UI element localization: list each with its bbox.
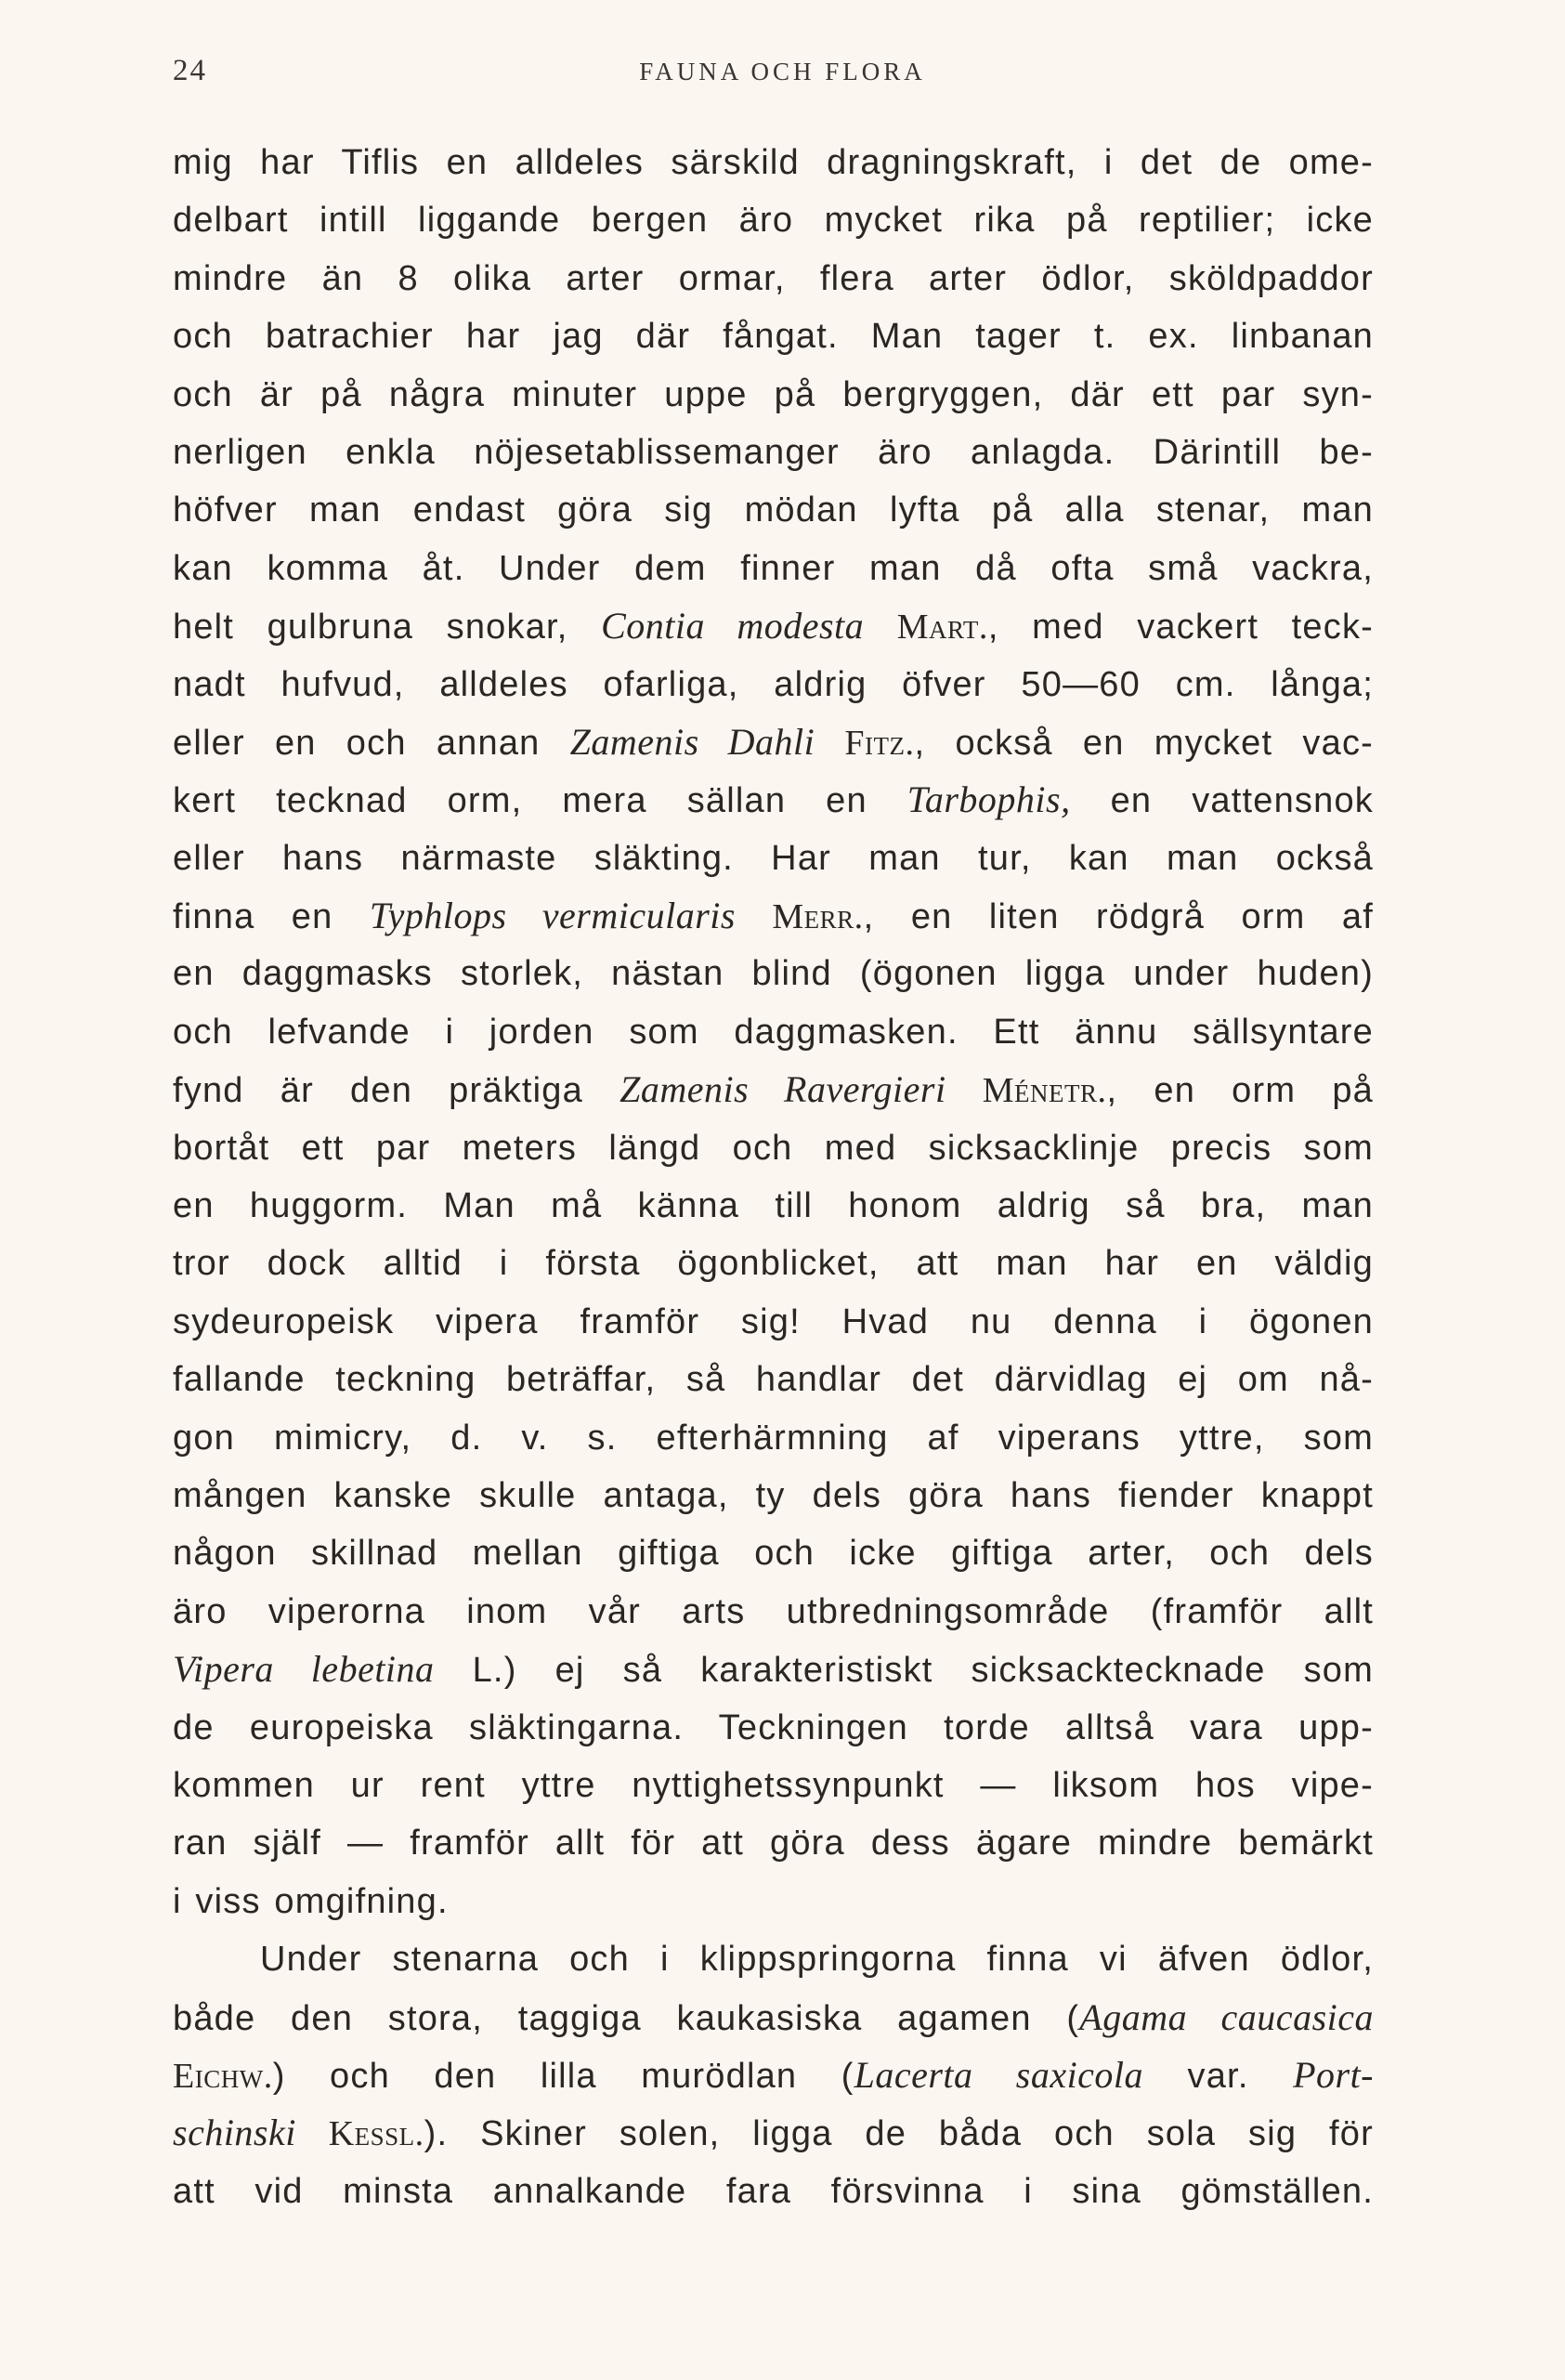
text-line [173,1641,1374,1698]
species-name: Lacerta saxicola [854,2053,1144,2096]
author-name: Fitz. [844,723,915,763]
text-line [173,2047,1374,2104]
species-name: Agama caucasica [1079,1995,1374,2038]
species-name: Typhlops vermicularis [369,895,736,937]
text-line [173,1524,1374,1582]
text-run: delbart intill liggande bergen äro mycket rika på reptilier; icke [173,201,1374,241]
text-run [864,608,897,647]
text-line [173,2104,1374,2162]
author-name: Merr. [772,897,864,937]
species-name: Contia modesta [601,605,865,647]
text-run: i viss omgifning. [173,1881,449,1921]
text-run [296,2114,329,2153]
text-run: en huggorm. Man må känna till honom aldrig så bra, man [173,1186,1374,1226]
page-number: 24 [173,54,207,87]
text-line [173,481,1374,539]
text-run: att vid minsta annalkande fara försvinna i sina gömställen. [173,2171,1374,2211]
species-name: Zamenis Ravergieri [619,1068,946,1111]
text-run: äro viperorna inom vår arts utbredningsområde (framför allt [173,1591,1374,1631]
text-run: ran själf — framför allt för att göra dess ägare mindre bemärkt [173,1824,1374,1863]
text-run: , också en mycket vac- [914,723,1375,763]
text-run: en daggmasks storlek, nästan blind (ögonen ligga under huden) [173,954,1374,994]
body-text [173,134,1374,2220]
text-line [173,830,1374,887]
text-line [173,1061,1374,1118]
text-run: kert tecknad orm, mera sällan en [173,781,907,821]
text-run: nerligen enkla nöjesetablissemanger äro anlagda. Därintill be- [173,432,1374,472]
text-line [173,1409,1374,1467]
text-line [173,1003,1374,1061]
text-run: helt gulbruna snokar, [173,608,602,647]
author-name: Ménetr. [982,1071,1107,1111]
text-line [173,540,1374,597]
text-line [173,945,1374,1002]
text-run: L.) ej så karakteristiskt sicksacktecknade som [434,1651,1374,1691]
text-line [173,1757,1374,1814]
text-line [173,1177,1374,1235]
text-run: Under stenarna och i klippspringorna finna vi äfven ödlor, [260,1940,1374,1980]
text-line [173,307,1374,365]
text-run: nadt hufvud, alldeles ofarliga, aldrig öfver 50—60 cm. långa; [173,664,1374,704]
text-line [173,1873,1374,1930]
text-run: , med vackert teck- [987,608,1374,647]
text-line [173,250,1374,307]
author-name: Eichw. [173,2056,273,2096]
text-run: , en orm på [1106,1071,1374,1111]
text-line [173,191,1374,249]
text-run: finna en [173,897,370,937]
text-run: och är på några minuter uppe på bergryggen, där ett par syn- [173,374,1374,414]
text-line [173,1119,1374,1177]
text-run: fallande teckning beträffar, så handlar det därvidlag ej om nå- [173,1360,1374,1400]
text-run: sydeuropeisk vipera framför sig! Hvad nu denna i ögonen [173,1301,1374,1341]
text-run: mången kanske skulle antaga, ty dels göra hans fiender knappt [173,1475,1374,1515]
text-run: gon mimicry, d. v. s. efterhärmning af viperans yttre, som [173,1418,1374,1458]
text-run: tror dock alltid i första ögonblicket, att man har en väldig [173,1244,1374,1284]
text-line [173,1989,1374,2047]
text-run: kommen ur rent yttre nyttighetssynpunkt — liksom hos vipe- [173,1765,1374,1805]
text-run: en vattensnok [1070,781,1374,821]
text-line [173,1467,1374,1524]
running-title: FAUNA OCH FLORA [639,58,926,85]
text-run: mig har Tiflis en alldeles särskild dragningskraft, i det de ome- [173,143,1374,182]
text-run [815,724,844,763]
text-line [173,1351,1374,1408]
text-run: både den stora, taggiga kaukasiska agamen ( [173,1998,1080,2038]
text-run: och lefvande i jorden som daggmasken. Ett ännu sällsyntare [173,1012,1374,1052]
text-line [173,887,1374,945]
text-run: eller hans närmaste släkting. Har man tur, kan man också [173,838,1374,878]
text-line [173,713,1374,771]
text-run: kan komma åt. Under dem finner man då ofta små vackra, [173,548,1374,588]
author-name: Kessl. [328,2114,424,2154]
text-line [173,424,1374,481]
text-run: var. [1143,2056,1294,2096]
species-name: Vipera lebetina [173,1648,435,1691]
author-name: Mart. [896,608,988,647]
page-header [0,54,1565,91]
text-line [173,1814,1374,1872]
text-run: , en liten rödgrå orm af [863,897,1374,937]
text-run: någon skillnad mellan giftiga och icke giftiga arter, och dels [173,1534,1374,1574]
text-run: de europeiska släktingarna. Teckningen torde alltså vara upp- [173,1707,1374,1747]
text-line [173,1583,1374,1641]
text-run: bortåt ett par meters längd och med sicksacklinje precis som [173,1128,1374,1168]
text-line [173,597,1374,655]
text-run [736,897,772,936]
text-run [946,1071,983,1110]
text-line [173,134,1374,191]
species-name: Zamenis Dahli [569,720,815,763]
text-run: höfver man endast göra sig mödan lyfta på alla stenar, man [173,490,1374,530]
species-name: schinski [173,2112,296,2154]
text-run: mindre än 8 olika arter ormar, flera arter ödlor, sköldpaddor [173,258,1374,298]
text-run: ) och den lilla murödlan ( [272,2056,854,2096]
species-name: Port- [1293,2053,1374,2096]
text-line [173,771,1374,829]
text-run: ). Skiner solen, ligga de båda och sola sig för [424,2114,1374,2154]
text-line [173,1293,1374,1351]
text-run: och batrachier har jag där fångat. Man tager t. ex. linbanan [173,317,1374,357]
text-line [173,1699,1374,1757]
text-run: fynd är den präktiga [173,1071,620,1111]
text-line [173,1930,1374,1988]
text-run: eller en och annan [173,723,570,763]
text-line [173,656,1374,713]
text-line [173,1235,1374,1292]
text-line [173,2163,1374,2220]
text-line [173,366,1374,424]
species-name: Tarbophis, [906,778,1071,821]
